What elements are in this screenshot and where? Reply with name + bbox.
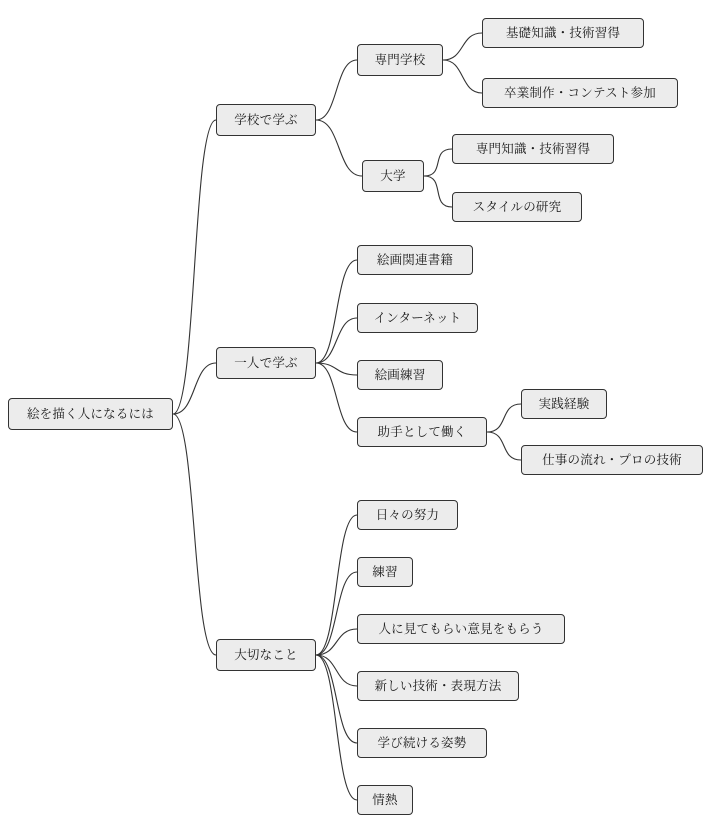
mindmap-node-label: 学び続ける姿勢 (377, 735, 467, 750)
mindmap-node-label: 専門学校 (374, 52, 426, 67)
mindmap-node[interactable] (357, 303, 478, 333)
mindmap-node-label: 練習 (372, 564, 398, 579)
mindmap-edge (316, 60, 357, 120)
mindmap-edge (487, 432, 521, 460)
mindmap-node-label: 日々の努力 (375, 507, 440, 522)
mindmap-node-label: 新しい技術・表現方法 (374, 678, 502, 693)
mindmap-node-label: 専門知識・技術習得 (475, 141, 591, 156)
mindmap-node-label: 基礎知識・技術習得 (505, 25, 621, 40)
mindmap-node-label: 仕事の流れ・プロの技術 (542, 452, 682, 467)
mindmap-node-label: 実践経験 (538, 396, 590, 411)
mindmap-node[interactable] (216, 639, 316, 671)
mindmap-edge (443, 33, 482, 60)
mindmap-node[interactable] (521, 445, 703, 475)
mindmap-node[interactable] (357, 557, 413, 587)
mindmap-edge (316, 655, 357, 743)
mindmap-node[interactable] (482, 18, 644, 48)
mindmap-node[interactable] (216, 347, 316, 379)
mindmap-node[interactable] (452, 192, 582, 222)
mindmap-node-label: 卒業制作・コンテスト参加 (504, 85, 656, 100)
mindmap-node[interactable] (357, 671, 519, 701)
mindmap-edge (316, 260, 357, 363)
mindmap-edge (316, 363, 357, 375)
mindmap-edge (316, 572, 357, 655)
mindmap-node-label: 情熱 (372, 792, 398, 807)
mindmap-edge (316, 629, 357, 655)
mindmap-node-label: インターネット (373, 310, 462, 325)
mindmap-edge (173, 414, 216, 655)
mindmap-node[interactable] (216, 104, 316, 136)
mindmap-node-label: 絵画関連書籍 (376, 252, 454, 267)
mindmap-node-label: 大学 (380, 168, 406, 183)
mindmap-edge (316, 318, 357, 363)
mindmap-edge (424, 149, 452, 176)
mindmap-edge (316, 363, 357, 432)
mindmap-node-label: 絵を描く人になるには (26, 406, 154, 421)
mindmap-node-label: 学校で学ぶ (234, 112, 298, 127)
mindmap-node-label: スタイルの研究 (472, 199, 562, 214)
mindmap-node-label: 一人で学ぶ (234, 355, 298, 370)
mindmap-edge (443, 60, 482, 93)
mindmap-node[interactable] (357, 245, 473, 275)
mindmap-edge (487, 404, 521, 432)
mindmap-node-label: 人に見てもらい意見をもらう (378, 621, 544, 636)
mindmap-edge (316, 655, 357, 686)
mindmap-node[interactable] (357, 44, 443, 76)
mindmap-node[interactable] (357, 728, 487, 758)
mindmap-edge (316, 655, 357, 800)
mindmap-node[interactable] (482, 78, 678, 108)
mindmap-edge (316, 120, 362, 176)
mindmap-node[interactable] (357, 417, 487, 447)
mindmap-node[interactable] (8, 398, 173, 430)
mindmap-node[interactable] (357, 360, 443, 390)
mindmap-node[interactable] (357, 785, 413, 815)
mindmap-node[interactable] (357, 500, 458, 530)
mindmap-edge (173, 363, 216, 414)
mindmap-node-label: 大切なこと (234, 647, 298, 662)
mindmap-node-label: 絵画練習 (374, 367, 426, 382)
mindmap-node[interactable] (452, 134, 614, 164)
mindmap-node[interactable] (357, 614, 565, 644)
mindmap-node[interactable] (362, 160, 424, 192)
mindmap-node-label: 助手として働く (377, 424, 467, 439)
mindmap-edge (173, 120, 216, 414)
mindmap-edge (424, 176, 452, 207)
mindmap-edge (316, 515, 357, 655)
mindmap-node[interactable] (521, 389, 607, 419)
